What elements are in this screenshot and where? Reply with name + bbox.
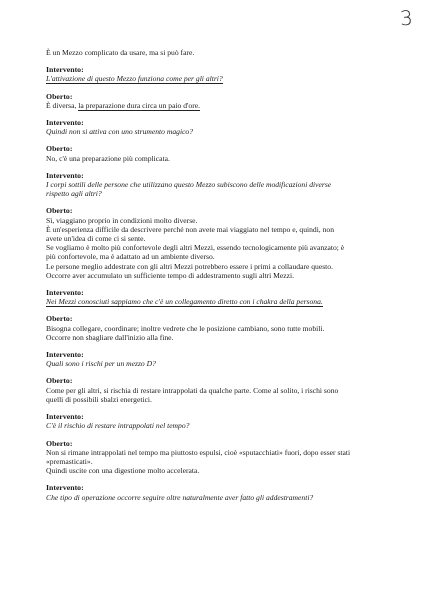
answer-text: Le persone meglio addestrate con gli altri Mezzi potrebbero essere i primi a collaudare questo. xyxy=(46,261,333,271)
answer-text: Se vogliamo è molto più confortevole degli altri Mezzi, essendo tecnologicamente più avanzato; è xyxy=(46,243,345,253)
speaker-label: Oberto: xyxy=(46,91,73,101)
answer-text: Occorre aver accumulato un sufficiente tempo di addestramento sugli altri Mezzi. xyxy=(46,270,295,280)
speaker-label: Intervento: xyxy=(46,350,84,360)
answer-block xyxy=(46,314,407,342)
page-number: 3 xyxy=(399,5,414,31)
question-text: rispetto agli altri? xyxy=(46,189,102,199)
question-block xyxy=(46,483,407,501)
speaker-label: Intervento: xyxy=(46,170,84,180)
question-text: Quindi non si attiva con uno strumento magico? xyxy=(46,127,194,137)
question-block xyxy=(46,412,407,430)
speaker-label: Oberto: xyxy=(46,206,73,216)
answer-text: Sì, viaggiano proprio in condizioni molto diverse. xyxy=(46,215,198,225)
speaker-label: Intervento: xyxy=(46,288,84,298)
question-block xyxy=(46,65,407,83)
answer-text: No, c'è una preparazione più complicata. xyxy=(46,153,170,163)
question-block xyxy=(46,350,407,368)
answer-text: più confortevole, ma è adattato ad un ambiente diverso. xyxy=(46,252,215,262)
question-text: C'è il rischio di restare intrappolati nel tempo? xyxy=(46,421,190,431)
question-text: Quali sono i rischi per un mezzo D? xyxy=(46,359,156,369)
answer-text: quelli di possibili sbalzi energetici. xyxy=(46,394,152,404)
question-text: Che tipo di operazione occorre seguire oltre naturalmente aver fatto gli addestramenti? xyxy=(46,492,314,502)
speaker-label: Intervento: xyxy=(46,118,84,128)
answer-text: avete un'idea di come ci si sente. xyxy=(46,234,146,244)
intro-paragraph: È un Mezzo complicato da usare, ma si può fare. xyxy=(46,48,195,57)
dialogue-blocks xyxy=(46,65,407,502)
question-text: Nei Mezzi conosciuti sappiamo che c'è un collegamento diretto con i chakra della persona. xyxy=(46,297,323,307)
answer-text: È diversa, la preparazione dura circa un paio d'ore. xyxy=(46,100,201,110)
answer-text: Bisogna collegare, coordinare; inoltre vedrete che le posizione cambiano, sono tutte mobili. xyxy=(46,323,325,333)
answer-text: Non si rimane intrappolati nel tempo ma piuttosto espulsi, cioè «sputacchiati» fuori, dopo esser stati xyxy=(46,447,351,457)
answer-block xyxy=(46,144,407,162)
speaker-label: Intervento: xyxy=(46,412,84,422)
speaker-label: Intervento: xyxy=(46,483,84,493)
answer-block xyxy=(46,92,407,110)
question-block xyxy=(46,171,407,199)
answer-block xyxy=(46,206,407,280)
answer-text: Come per gli altri, si rischia di restare intrappolati da qualche parte. Come al solito, i rischi sono xyxy=(46,385,339,395)
answer-text: Quindi uscite con una digestione molto accelerata. xyxy=(46,466,200,476)
speaker-label: Intervento: xyxy=(46,65,84,75)
speaker-label: Oberto: xyxy=(46,144,73,154)
answer-text: È un'esperienza difficile da descrivere perché non avete mai viaggiato nel tempo e, quindi, non xyxy=(46,224,334,234)
speaker-label: Oberto: xyxy=(46,376,73,386)
question-block xyxy=(46,118,407,136)
speaker-label: Oberto: xyxy=(46,438,73,448)
question-text: I corpi sottili delle persone che utilizzano questo Mezzo subiscono delle modificazioni diverse xyxy=(46,180,332,190)
answer-block xyxy=(46,376,407,404)
speaker-label: Oberto: xyxy=(46,314,73,324)
transcript xyxy=(46,48,407,510)
answer-block xyxy=(46,439,407,476)
answer-text: Occorre non sbagliare dall'inizio alla fine. xyxy=(46,332,174,342)
question-block xyxy=(46,288,407,306)
question-text: L'attivazione di questo Mezzo funziona come per gli altri? xyxy=(46,74,223,84)
answer-text: «premasticati». xyxy=(46,456,93,466)
